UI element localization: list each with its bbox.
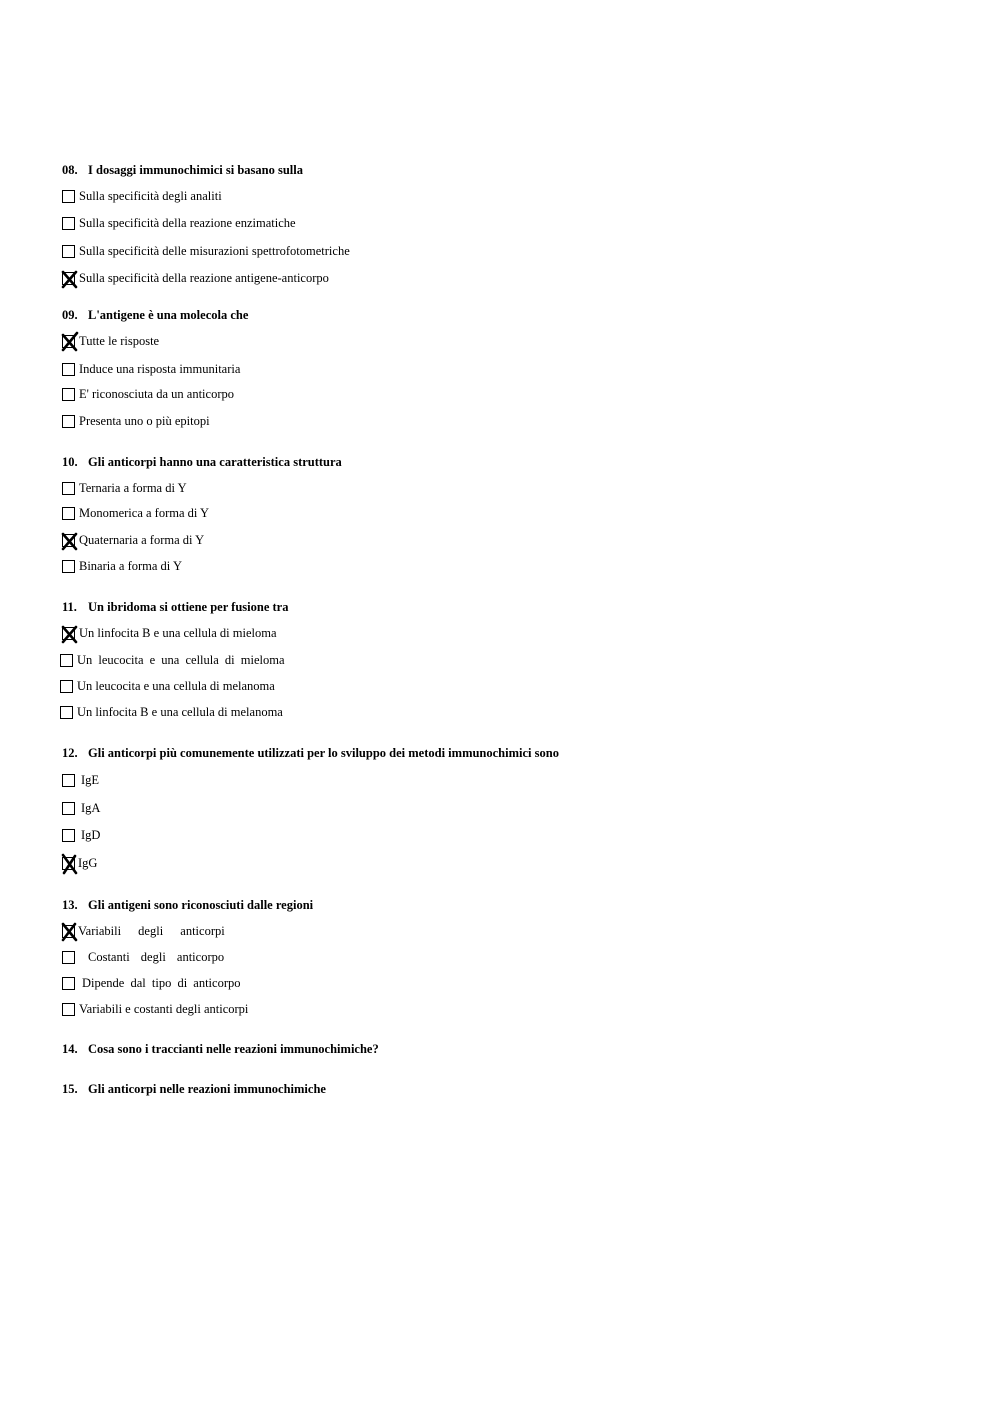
option-12-a[interactable] — [62, 773, 99, 787]
option-11-c[interactable] — [60, 679, 275, 693]
question-text: Un ibridoma si ottiene per fusione tra — [88, 600, 289, 614]
option-label: Sulla specificità degli analiti — [79, 189, 222, 203]
option-09-c[interactable] — [62, 387, 234, 401]
question-number: 08. — [62, 163, 78, 177]
option-12-d[interactable] — [62, 856, 97, 870]
checkbox[interactable] — [60, 654, 73, 667]
option-label: IgD — [81, 828, 101, 842]
option-label: Binaria a forma di Y — [79, 559, 182, 573]
option-label: IgA — [81, 801, 101, 815]
option-label: Sulla specificità delle misurazioni spettrofotometriche — [79, 244, 350, 258]
checkbox[interactable] — [62, 245, 75, 258]
option-08-d[interactable] — [62, 271, 329, 285]
option-label: Un leucocita e una cellula di melanoma — [77, 679, 275, 693]
checkbox[interactable] — [62, 190, 75, 203]
question-text: I dosaggi immunochimici si basano sulla — [88, 163, 303, 177]
checkbox[interactable] — [60, 680, 73, 693]
option-10-a[interactable] — [62, 481, 187, 495]
option-label: IgG — [78, 856, 98, 870]
option-label: Ternaria a forma di Y — [79, 481, 187, 495]
option-label: Induce una risposta immunitaria — [79, 362, 241, 376]
question-text: Cosa sono i traccianti nelle reazioni immunochimiche? — [88, 1042, 379, 1056]
option-13-c[interactable] — [62, 976, 241, 990]
x-mark-icon — [61, 625, 78, 644]
option-label: Variabili e costanti degli anticorpi — [79, 1002, 249, 1016]
option-label: Tutte le risposte — [79, 334, 160, 348]
option-label: Un linfocita B e una cellula di mieloma — [79, 626, 277, 640]
x-mark-icon — [61, 855, 78, 874]
question-number: 14. — [62, 1042, 78, 1056]
question-13-title — [62, 898, 313, 912]
option-08-c[interactable] — [62, 244, 350, 258]
question-11-title — [62, 600, 288, 614]
option-label: Variabili degli anticorpi — [78, 924, 225, 938]
question-number: 12. — [62, 746, 78, 760]
checkbox[interactable] — [62, 415, 75, 428]
checkbox[interactable] — [62, 388, 75, 401]
checkbox-checked[interactable] — [62, 925, 75, 938]
question-number: 10. — [62, 455, 78, 469]
option-12-c[interactable] — [62, 828, 100, 842]
checkbox[interactable] — [62, 977, 75, 990]
option-11-d[interactable] — [60, 705, 283, 719]
checkbox[interactable] — [62, 951, 75, 964]
option-12-b[interactable] — [62, 801, 100, 815]
checkbox-checked[interactable] — [62, 627, 75, 640]
checkbox[interactable] — [62, 560, 75, 573]
option-label: Monomerica a forma di Y — [79, 506, 210, 520]
question-text: Gli anticorpi nelle reazioni immunochimiche — [88, 1082, 326, 1096]
option-label: Dipende dal tipo di anticorpo — [82, 976, 241, 990]
option-label: Un leucocita e una cellula di mieloma — [77, 653, 285, 667]
checkbox[interactable] — [62, 829, 75, 842]
checkbox-checked[interactable] — [62, 534, 75, 547]
question-10-title — [62, 455, 342, 469]
question-text: Gli anticorpi più comunemente utilizzati per lo sviluppo dei metodi immunochimici sono — [88, 746, 559, 760]
option-label: Presenta uno o più epitopi — [79, 414, 210, 428]
option-label: E' riconosciuta da un anticorpo — [79, 387, 234, 401]
checkbox[interactable] — [60, 706, 73, 719]
checkbox[interactable] — [62, 1003, 75, 1016]
option-10-d[interactable] — [62, 559, 182, 573]
question-09-title — [62, 308, 248, 322]
option-label: Un linfocita B e una cellula di melanoma — [77, 705, 283, 719]
option-11-b[interactable] — [60, 653, 285, 667]
checkbox[interactable] — [62, 774, 75, 787]
question-number: 13. — [62, 898, 78, 912]
option-09-d[interactable] — [62, 414, 210, 428]
option-11-a[interactable] — [62, 626, 277, 640]
option-09-b[interactable] — [62, 362, 240, 376]
question-14-title — [62, 1042, 379, 1056]
question-text: Gli antigeni sono riconosciuti dalle regioni — [88, 898, 314, 912]
question-12-title — [62, 746, 559, 760]
checkbox-checked[interactable] — [62, 272, 75, 285]
option-08-b[interactable] — [62, 216, 296, 230]
x-mark-icon — [61, 923, 78, 942]
checkbox[interactable] — [62, 507, 75, 520]
option-13-a[interactable] — [62, 924, 225, 938]
checkbox[interactable] — [62, 217, 75, 230]
question-08-title — [62, 163, 303, 177]
question-text: Gli anticorpi hanno una caratteristica struttura — [88, 455, 342, 469]
checkbox[interactable] — [62, 802, 75, 815]
option-08-a[interactable] — [62, 189, 222, 203]
option-label: Quaternaria a forma di Y — [79, 533, 205, 547]
option-13-b[interactable] — [62, 950, 224, 964]
option-10-c[interactable] — [62, 533, 204, 547]
question-number: 09. — [62, 308, 78, 322]
option-label: IgE — [81, 773, 100, 787]
option-label: Sulla specificità della reazione enzimatiche — [79, 216, 296, 230]
x-mark-icon — [61, 532, 78, 551]
checkbox[interactable] — [62, 482, 75, 495]
checkbox-checked[interactable] — [62, 335, 75, 348]
checkbox-checked[interactable] — [62, 857, 75, 870]
question-text: L'antigene è una molecola che — [88, 308, 249, 322]
question-15-title — [62, 1082, 326, 1096]
option-13-d[interactable] — [62, 1002, 248, 1016]
question-number: 15. — [62, 1082, 78, 1096]
option-09-a[interactable] — [62, 334, 159, 348]
x-mark-icon — [61, 270, 78, 289]
option-10-b[interactable] — [62, 506, 209, 520]
x-mark-icon — [61, 333, 78, 352]
option-label: Costanti degli anticorpo — [88, 950, 225, 964]
checkbox[interactable] — [62, 363, 75, 376]
question-number: 11. — [62, 600, 77, 614]
option-label: Sulla specificità della reazione antigene-anticorpo — [79, 271, 329, 285]
